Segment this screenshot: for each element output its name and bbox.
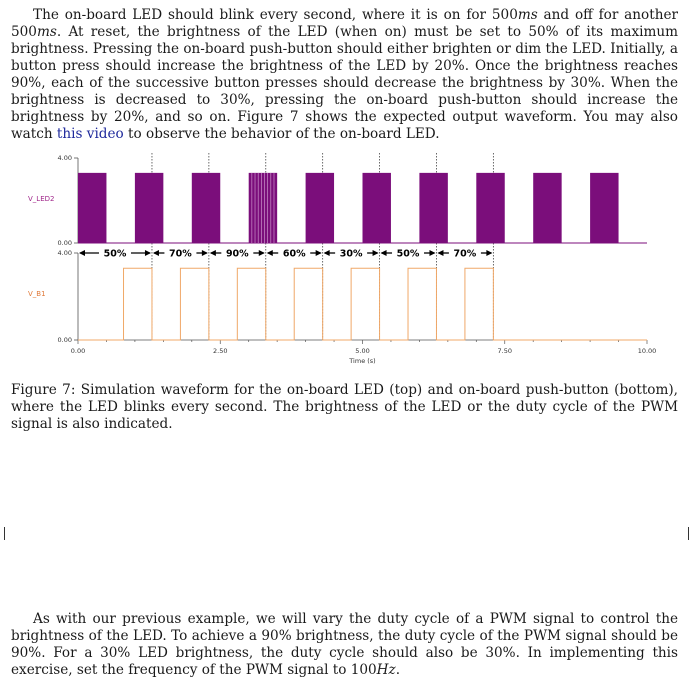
button-channel-label: V_B1	[28, 290, 46, 298]
brightness-label: 50%	[103, 248, 127, 260]
text-run: .	[395, 662, 401, 678]
arrowhead-left	[153, 250, 159, 256]
x-tick-label: 2.50	[213, 347, 228, 355]
x-tick-label: 7.50	[497, 347, 512, 355]
button-waveform	[78, 268, 647, 340]
led-pulse	[192, 173, 220, 243]
brightness-label: 70%	[453, 248, 477, 260]
arrowhead-right	[145, 250, 151, 256]
page-edge-marker-left	[4, 527, 5, 540]
brightness-label: 30%	[339, 248, 363, 260]
x-tick-label: 5.00	[355, 347, 370, 355]
intro-paragraph	[11, 7, 678, 143]
arrowhead-left	[381, 250, 387, 256]
y-tick-label: 0.00	[57, 239, 72, 247]
x-axis-title: Time (s)	[349, 357, 376, 365]
pwm-paragraph	[11, 611, 678, 679]
y-tick-label: 0.00	[57, 336, 72, 344]
figure-7-waveform	[0, 140, 693, 376]
led-pulse	[419, 173, 447, 243]
y-tick-label: 4.00	[57, 249, 72, 257]
arrowhead-right	[202, 250, 208, 256]
brightness-label: 70%	[169, 248, 192, 260]
video-link[interactable]: this video	[56, 126, 124, 142]
text-run: to observe the behavior of the on-board LED.	[123, 126, 440, 142]
x-tick-label: 10.00	[637, 347, 657, 355]
unit-hz: Hz	[376, 662, 396, 678]
led-pulse	[476, 173, 504, 243]
text-run: As with our previous example, we will vary the duty cycle of a PWM signal to control the brightness of the LED. To achieve a 90% brightness, the duty cycle of the PWM signal should be 90%. For a 30% LED brightness, the duty cycle should also be 30%. In implementing this exercise, set the frequency of the PWM signal to 100	[11, 611, 678, 678]
arrowhead-right	[486, 250, 492, 256]
brightness-label: 60%	[282, 248, 306, 260]
arrowhead-left	[79, 250, 85, 256]
text-run: and off for another 500	[11, 7, 678, 40]
brightness-label: 90%	[225, 248, 249, 260]
unit-ms: ms	[517, 7, 538, 23]
arrowhead-left	[324, 250, 330, 256]
arrowhead-right	[316, 250, 322, 256]
y-tick-label: 4.00	[57, 154, 72, 162]
arrowhead-left	[210, 250, 216, 256]
led-pulse	[306, 173, 334, 243]
unit-ms: ms	[36, 24, 57, 40]
text-run: The on-board LED should blink every second, where it is on for 500	[33, 7, 518, 23]
led-pulse	[135, 173, 163, 243]
page-edge-marker-right	[688, 527, 689, 540]
arrowhead-right	[373, 250, 379, 256]
figure-caption: Figure 7: Simulation waveform for the on-board LED (top) and on-board push-button (bottom), where the LED blinks every second. The brightness of the LED or the duty cycle of the PWM signal is also indicated.	[11, 382, 678, 432]
x-tick-label: 0.00	[70, 347, 86, 355]
arrowhead-left	[267, 250, 273, 256]
arrowhead-right	[429, 250, 435, 256]
led-pulse	[249, 173, 277, 243]
arrowhead-right	[259, 250, 265, 256]
arrowhead-left	[437, 250, 443, 256]
led-pulse	[78, 173, 106, 243]
text-run: . At reset, the brightness of the LED (when on) must be set to 50% of its maximum brightness. Pressing the on-board push-button should either brighten or dim the LED. Initially, a button press should increase the brightness of the LED by 20%. Once the brightness reaches 90%, each of the successive button presses should decrease the brightness by 30%. When the brightness is decreased to 30%, pressing the on-board push-button should increase the brightness by 20%, and so on. Figure 7 shows the expected output waveform. You may also watch	[11, 24, 678, 142]
waveform-chart	[0, 140, 693, 372]
led-pulse	[590, 173, 618, 243]
led-pulse	[533, 173, 561, 243]
led-pulse	[363, 173, 391, 243]
brightness-label: 50%	[396, 248, 420, 260]
led-channel-label: V_LED2	[28, 195, 55, 203]
